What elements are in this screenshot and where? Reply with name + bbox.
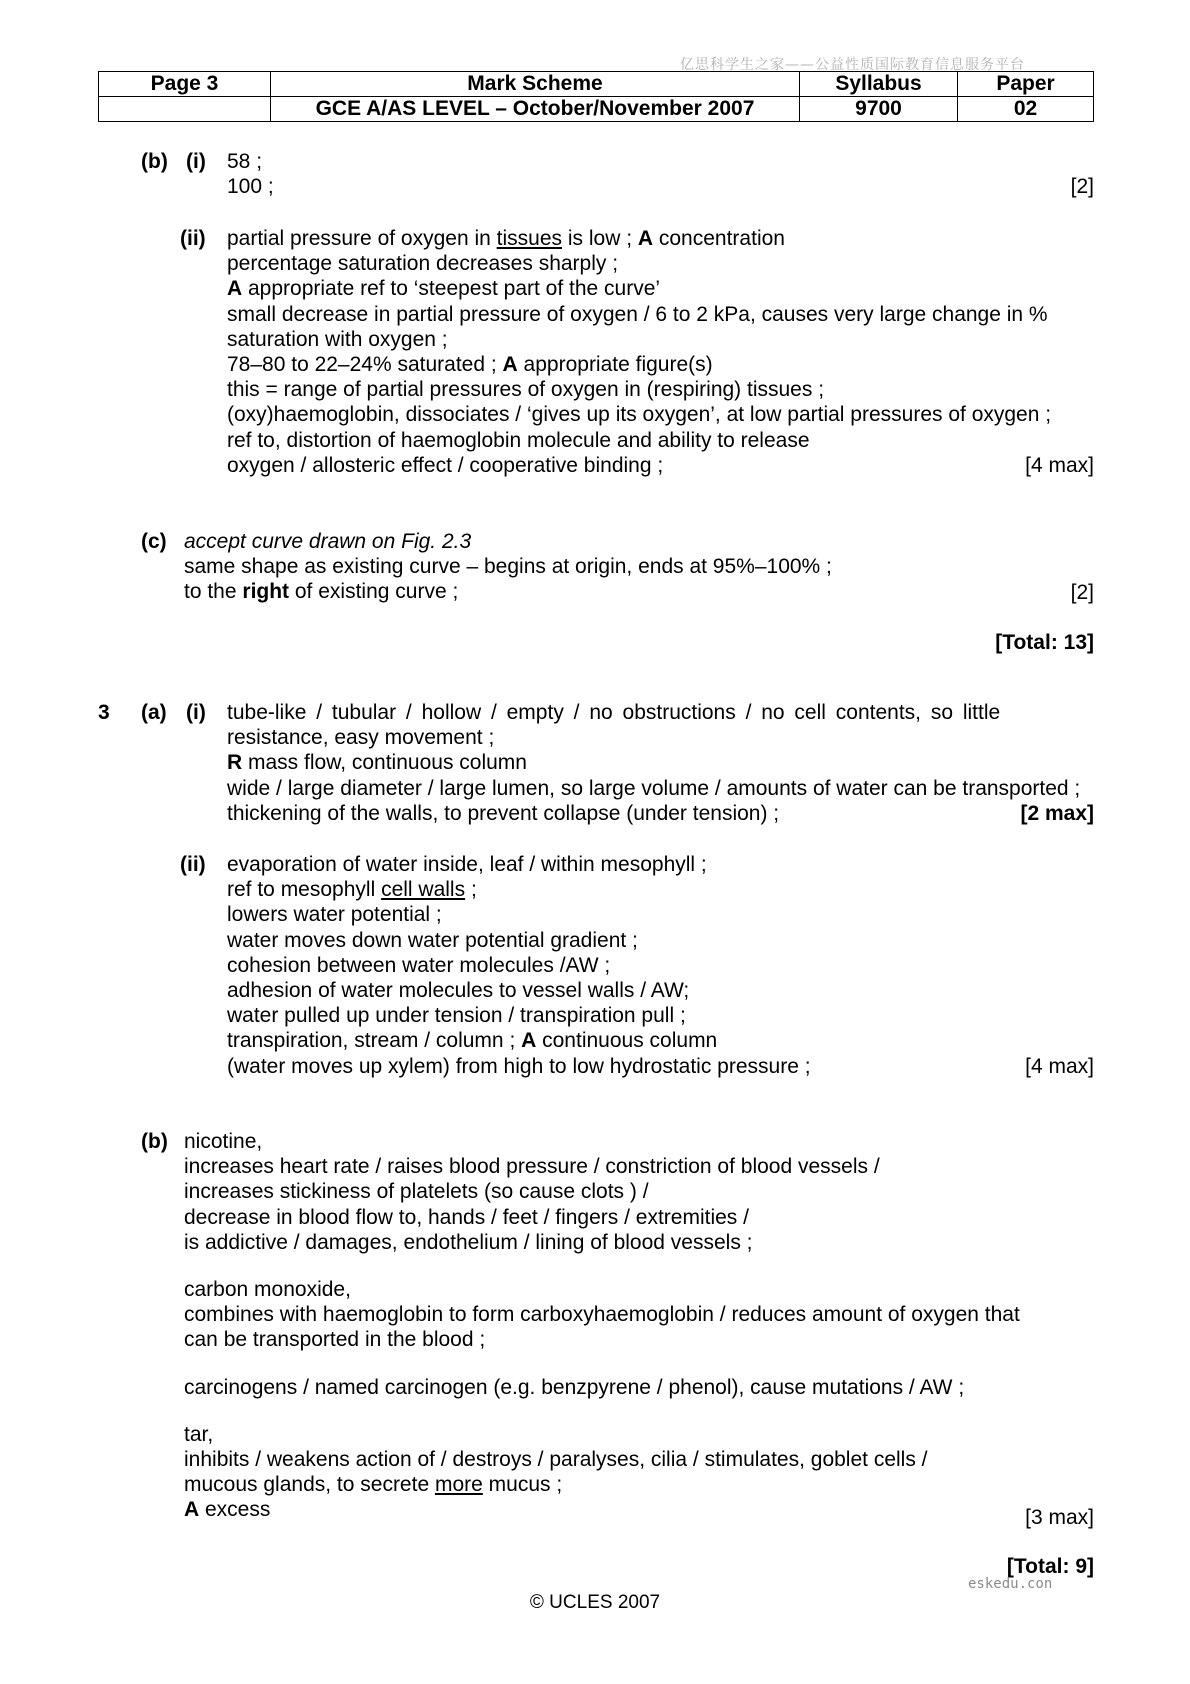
- answer-line: water pulled up under tension / transpiration pull ;: [227, 1004, 686, 1028]
- answer-line: [227, 352, 1051, 377]
- header-table: [98, 71, 1094, 122]
- mark-3a-ii: [4 max]: [1025, 1055, 1094, 1078]
- accept-marker: A: [184, 1498, 200, 1522]
- answer-2b-i: [227, 149, 274, 199]
- accept-marker: A: [637, 227, 654, 250]
- text: partial pressure of oxygen in: [227, 227, 497, 250]
- question-number-3: 3: [98, 701, 110, 724]
- answer-line: percentage saturation decreases sharply ;: [227, 252, 619, 276]
- answer-2c: [184, 529, 832, 605]
- header-syllabus: 9700: [800, 97, 958, 122]
- answer-line: (oxy)haemoglobin, dissociates / ‘gives up its oxygen’, at low partial pressures of oxygen ;: [227, 403, 1052, 427]
- label-ii: (ii): [180, 853, 206, 876]
- answer-2b-ii: [227, 226, 1051, 478]
- answer-line: ref to, distortion of haemoglobin molecule and ability to release: [227, 428, 810, 452]
- reject-marker: R: [227, 751, 243, 775]
- answer-line: thickening of the walls, to prevent collapse (under tension) ;: [227, 801, 780, 825]
- text: excess: [199, 1498, 271, 1522]
- answer-line: [227, 276, 1051, 301]
- text: mucus ;: [482, 1473, 563, 1497]
- mark-2b-i: [2]: [1070, 175, 1094, 198]
- text: mucous glands, to secrete: [184, 1473, 435, 1497]
- answer-line: carbon monoxide,: [184, 1278, 351, 1302]
- label-c: (c): [141, 530, 167, 553]
- answer-line: 58 ;: [227, 150, 263, 173]
- answer-3a-ii: [227, 852, 811, 1079]
- answer-line: tar,: [184, 1422, 214, 1446]
- header-page: Page 3: [99, 72, 271, 97]
- answer-line: [227, 750, 1080, 775]
- answer-line: nicotine,: [184, 1130, 263, 1153]
- header-paper-label: Paper: [958, 72, 1094, 97]
- underlined-text: tissues: [496, 227, 563, 250]
- label-a: (a): [141, 701, 167, 724]
- total-q3: [Total: 9]: [1006, 1555, 1094, 1578]
- spacer: [184, 1255, 1020, 1277]
- answer-line: [227, 877, 811, 902]
- spacer: [184, 1400, 1020, 1422]
- answer-line: inhibits / weakens action of / destroys / paralyses, cilia / stimulates, goblet cells /: [184, 1448, 928, 1472]
- text: continuous column: [536, 1029, 718, 1053]
- answer-line: adhesion of water molecules to vessel walls / AW;: [227, 979, 690, 1003]
- label-b: (b): [141, 1130, 168, 1153]
- answer-line: water moves down water potential gradient ;: [227, 928, 638, 952]
- header-exam: GCE A/AS LEVEL – October/November 2007: [271, 97, 800, 122]
- answer-line: cohesion between water molecules /AW ;: [227, 953, 611, 977]
- answer-line: oxygen / allosteric effect / cooperative binding ;: [227, 453, 664, 477]
- header-empty-cell: [99, 97, 271, 122]
- label-b: (b): [141, 150, 168, 173]
- answer-line: 100 ;: [227, 175, 274, 199]
- header-title: Mark Scheme: [271, 72, 800, 97]
- text: ref to mesophyll: [227, 878, 382, 902]
- text: appropriate ref to ‘steepest part of the curve’: [242, 277, 661, 301]
- total-q2: [Total: 13]: [995, 631, 1094, 654]
- answer-line: [184, 1472, 1020, 1497]
- answer-line: lowers water potential ;: [227, 903, 442, 927]
- answer-line: is addictive / damages, endothelium / lining of blood vessels ;: [184, 1230, 753, 1254]
- answer-line: this = range of partial pressures of oxygen in (respiring) tissues ;: [227, 378, 825, 402]
- text: mass flow, continuous column: [242, 751, 527, 775]
- watermark-top: 亿思科学生之家——公益性质国际教育信息服务平台: [680, 57, 1025, 73]
- text: to the: [184, 580, 243, 604]
- mark-2c: [2]: [1070, 581, 1094, 604]
- accept-marker: A: [227, 277, 243, 301]
- answer-line: [184, 579, 832, 604]
- answer-line: accept curve drawn on Fig. 2.3: [184, 530, 472, 553]
- answer-line: carcinogens / named carcinogen (e.g. benzpyrene / phenol), cause mutations / AW ;: [184, 1375, 965, 1399]
- text: ;: [465, 878, 477, 902]
- mark-3a-i: [2 max]: [1020, 802, 1094, 825]
- answer-line: tube-like / tubular / hollow / empty / no obstructions / no cell contents, so little: [227, 701, 1001, 724]
- answer-line: resistance, easy movement ;: [227, 726, 495, 750]
- text: concentration: [653, 227, 785, 250]
- answer-line: can be transported in the blood ;: [184, 1328, 486, 1352]
- header-paper: 02: [958, 97, 1094, 122]
- footer-copyright: © UCLES 2007: [529, 1592, 661, 1613]
- mark-3b: [3 max]: [1025, 1506, 1094, 1529]
- text: appropriate figure(s): [517, 353, 713, 377]
- mark-2b-ii: [4 max]: [1025, 454, 1094, 477]
- answer-line: small decrease in partial pressure of oxygen / 6 to 2 kPa, causes very large change in %: [227, 302, 1048, 326]
- label-i: (i): [186, 701, 206, 724]
- answer-3b: [184, 1129, 1020, 1523]
- answer-line: (water moves up xylem) from high to low hydrostatic pressure ;: [227, 1054, 811, 1078]
- answer-line: increases heart rate / raises blood pressure / constriction of blood vessels /: [184, 1155, 880, 1179]
- answer-line: decrease in blood flow to, hands / feet / fingers / extremities /: [184, 1205, 749, 1229]
- underlined-text: more: [434, 1473, 483, 1497]
- answer-line: evaporation of water inside, leaf / within mesophyll ;: [227, 853, 707, 876]
- answer-3a-i: [227, 700, 1080, 826]
- answer-line: saturation with oxygen ;: [227, 327, 448, 351]
- label-i: (i): [186, 150, 206, 173]
- answer-line: increases stickiness of platelets (so cause clots ) /: [184, 1180, 649, 1204]
- answer-line: [227, 1028, 811, 1053]
- header-syllabus-label: Syllabus: [800, 72, 958, 97]
- accept-marker: A: [521, 1029, 537, 1053]
- text: is low ;: [562, 227, 638, 250]
- text: transpiration, stream / column ;: [227, 1029, 522, 1053]
- answer-line: [227, 226, 1051, 251]
- label-ii: (ii): [180, 227, 206, 250]
- text: of existing curve ;: [289, 580, 459, 604]
- bold-text: right: [242, 580, 290, 604]
- watermark-bottom: eskedu.con: [968, 1576, 1053, 1592]
- answer-line: wide / large diameter / large lumen, so large volume / amounts of water can be transported ;: [227, 776, 1081, 800]
- text: 78–80 to 22–24% saturated ;: [227, 353, 503, 377]
- underlined-text: cell walls: [381, 878, 466, 902]
- accept-marker: A: [502, 353, 518, 377]
- spacer: [184, 1353, 1020, 1375]
- answer-line: [184, 1497, 1020, 1522]
- answer-line: combines with haemoglobin to form carboxyhaemoglobin / reduces amount of oxygen that: [184, 1303, 1020, 1327]
- answer-line: same shape as existing curve – begins at origin, ends at 95%–100% ;: [184, 555, 832, 579]
